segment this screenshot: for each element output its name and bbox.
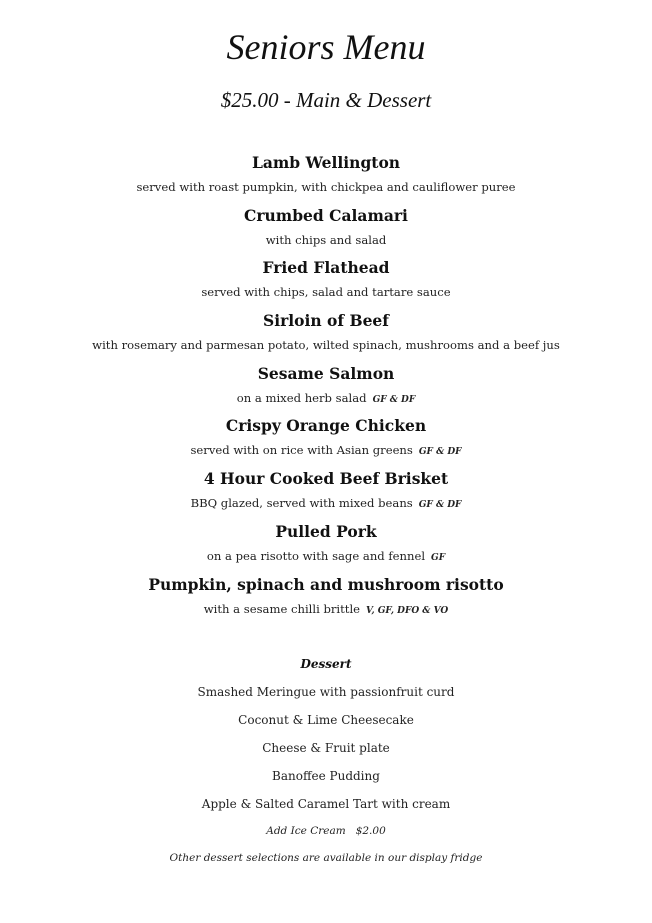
- dietary-tag: GF & DF: [418, 500, 462, 511]
- item-name: Sirloin of Beef: [263, 311, 389, 331]
- menu-item: [0, 362, 652, 415]
- menu-item: [0, 309, 652, 362]
- dietary-tag: GF & DF: [372, 394, 416, 405]
- menu-item: [0, 204, 652, 257]
- item-name: 4 Hour Cooked Beef Brisket: [203, 469, 449, 489]
- item-name: Pulled Pork: [275, 521, 377, 541]
- dessert-note: Other dessert selections are available in our display fridge: [169, 851, 483, 864]
- item-desc: served with chips, salad and tartare sauce: [201, 285, 451, 300]
- item-name: Pumpkin, spinach and mushroom risotto: [148, 574, 504, 594]
- dessert-item: Banoffee Pudding: [272, 769, 380, 783]
- dessert-item: Apple & Salted Caramel Tart with cream: [201, 797, 451, 811]
- menu-title: Seniors Menu: [226, 27, 426, 67]
- item-desc: on a mixed herb salad GF & DF: [236, 390, 416, 405]
- item-desc: with a sesame chilli brittle V, GF, DFO & VO: [203, 601, 449, 616]
- dietary-tag: V, GF, DFO & VO: [366, 605, 449, 616]
- mains-list: [0, 151, 652, 625]
- item-desc: served with roast pumpkin, with chickpea and cauliflower puree: [136, 180, 516, 194]
- item-desc: with chips and salad: [265, 232, 387, 247]
- menu-item: [0, 151, 652, 204]
- menu-item: [0, 520, 652, 573]
- dessert-section: [0, 650, 652, 871]
- item-desc: on a pea risotto with sage and fennel GF: [206, 548, 446, 563]
- menu-item: [0, 256, 652, 309]
- dietary-tag: GF & DF: [418, 447, 462, 458]
- menu-item: [0, 414, 652, 467]
- item-desc: served with on rice with Asian greens GF & DF: [190, 443, 462, 458]
- item-name: Fried Flathead: [262, 258, 390, 278]
- menu-item: [0, 467, 652, 520]
- item-name: Sesame Salmon: [257, 363, 395, 383]
- dietary-tag: GF: [431, 552, 446, 563]
- dessert-item: Cheese & Fruit plate: [262, 741, 390, 755]
- menu-item: [0, 573, 652, 626]
- dessert-item: Smashed Meringue with passionfruit curd: [197, 685, 455, 699]
- item-name: Crispy Orange Chicken: [225, 416, 427, 436]
- dessert-heading: Dessert: [300, 657, 352, 671]
- item-desc: with rosemary and parmesan potato, wilted spinach, mushrooms and a beef jus: [92, 338, 560, 353]
- item-name: Crumbed Calamari: [244, 205, 408, 225]
- item-name: Lamb Wellington: [251, 153, 401, 172]
- menu-price: $25.00 - Main & Dessert: [220, 88, 432, 112]
- dessert-item: Coconut & Lime Cheesecake: [238, 713, 414, 727]
- item-desc: BBQ glazed, served with mixed beans GF & DF: [190, 496, 462, 511]
- ice-cream-addon: Add Ice Cream $2.00: [266, 825, 386, 837]
